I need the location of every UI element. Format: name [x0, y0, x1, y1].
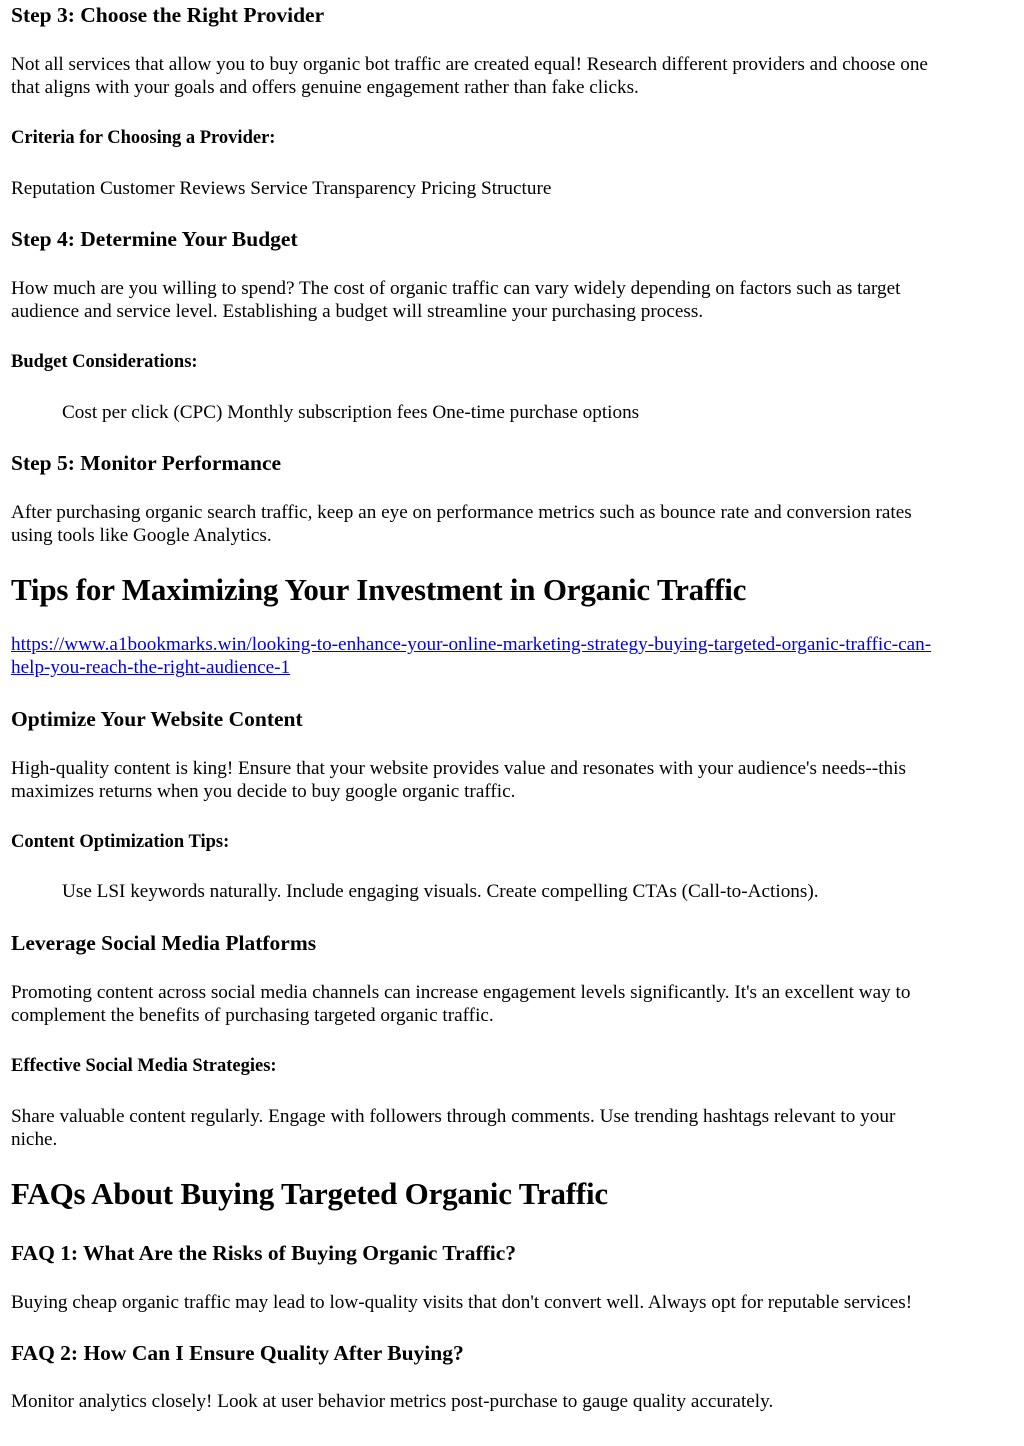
social-media-heading: Leverage Social Media Platforms	[11, 931, 317, 955]
article-link-line2[interactable]: help-you-reach-the-right-audience-1	[11, 657, 291, 678]
optimize-content-line2: maximizes returns when you decide to buy google organic traffic.	[11, 781, 516, 802]
faq1-heading: FAQ 1: What Are the Risks of Buying Organic Traffic?	[11, 1241, 517, 1265]
optimize-content-line1: High-quality content is king! Ensure that your website provides value and resonates with your audience's needs--this	[11, 758, 906, 779]
faq1-answer: Buying cheap organic traffic may lead to low-quality visits that don't convert well. Always opt for reputable services!	[11, 1292, 913, 1313]
social-media-line2: complement the benefits of purchasing targeted organic traffic.	[11, 1005, 494, 1026]
step5-paragraph-line1: After purchasing organic search traffic, keep an eye on performance metrics such as bounce rate and conversion rates	[11, 502, 912, 523]
step5-paragraph-line2: using tools like Google Analytics.	[11, 525, 272, 546]
social-strategies-heading: Effective Social Media Strategies:	[11, 1056, 277, 1076]
budget-considerations-heading: Budget Considerations:	[11, 352, 198, 372]
step3-paragraph-line1: Not all services that allow you to buy organic bot traffic are created equal! Research different providers and choose one	[11, 54, 928, 75]
step4-heading: Step 4: Determine Your Budget	[11, 227, 298, 251]
faq2-answer: Monitor analytics closely! Look at user behavior metrics post-purchase to gauge quality accurately.	[11, 1391, 774, 1412]
step4-paragraph-line1: How much are you willing to spend? The cost of organic traffic can vary widely depending on factors such as target	[11, 278, 901, 299]
social-strategies-line1: Share valuable content regularly. Engage with followers through comments. Use trending hashtags relevant to your	[11, 1106, 896, 1127]
step3-heading: Step 3: Choose the Right Provider	[11, 3, 325, 27]
budget-considerations-list: Cost per click (CPC) Monthly subscription fees One-time purchase options	[62, 402, 640, 423]
content-tips-list: Use LSI keywords naturally. Include engaging visuals. Create compelling CTAs (Call-to-Actions).	[62, 881, 819, 902]
social-strategies-line2: niche.	[11, 1129, 58, 1150]
step5-heading: Step 5: Monitor Performance	[11, 451, 282, 475]
content-tips-heading: Content Optimization Tips:	[11, 832, 230, 852]
tips-section-heading: Tips for Maximizing Your Investment in Organic Traffic	[11, 572, 747, 607]
step4-paragraph-line2: audience and service level. Establishing a budget will streamline your purchasing process.	[11, 301, 704, 322]
social-media-line1: Promoting content across social media channels can increase engagement levels significantly. It's an excellent way to	[11, 982, 911, 1003]
step3-paragraph-line2: that aligns with your goals and offers genuine engagement rather than fake clicks.	[11, 77, 639, 98]
faq2-heading: FAQ 2: How Can I Ensure Quality After Buying?	[11, 1341, 464, 1365]
article-link-line1[interactable]: https://www.a1bookmarks.win/looking-to-enhance-your-online-marketing-strategy-buying-targeted-organic-traffic-can-	[11, 634, 932, 655]
faqs-section-heading: FAQs About Buying Targeted Organic Traffic	[11, 1176, 608, 1211]
criteria-list: Reputation Customer Reviews Service Transparency Pricing Structure	[11, 178, 552, 199]
criteria-heading: Criteria for Choosing a Provider:	[11, 128, 276, 148]
optimize-content-heading: Optimize Your Website Content	[11, 707, 303, 731]
